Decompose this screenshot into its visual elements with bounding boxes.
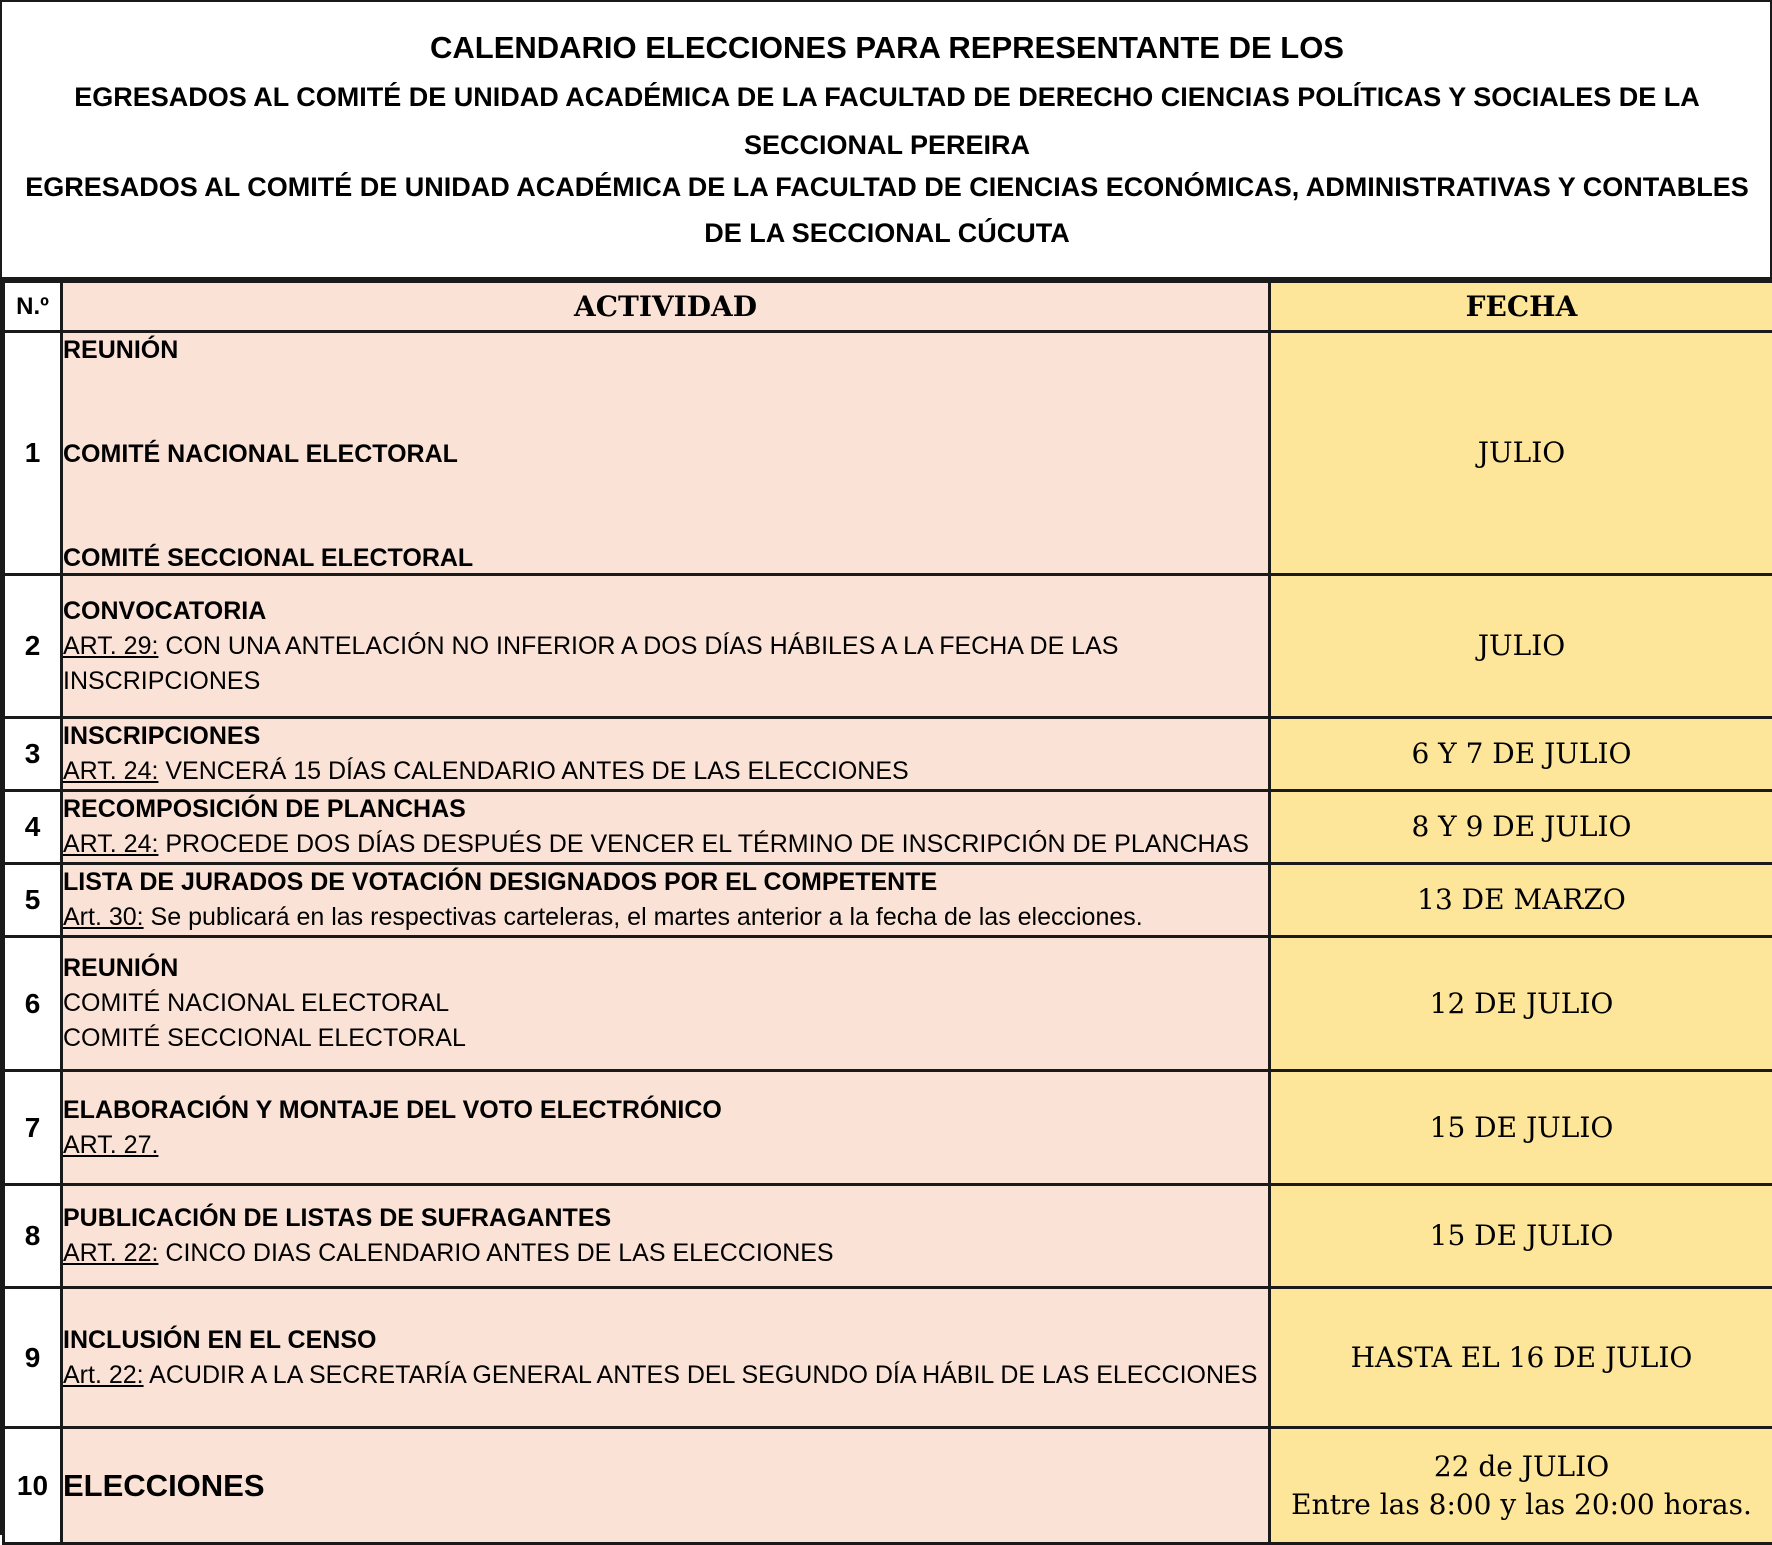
activity-text: Se publicará en las respectivas carteleras, el martes anterior a la fecha de las elecciones. <box>144 903 1143 931</box>
date-cell: JULIO <box>1270 575 1772 718</box>
date-cell <box>1270 1428 1772 1544</box>
activity-title: CONVOCATORIA <box>63 594 1268 629</box>
article-reference: ART. 27. <box>63 1131 158 1159</box>
activity-title: ELECCIONES <box>63 1468 1268 1503</box>
activity-text: PROCEDE DOS DÍAS DESPUÉS DE VENCER EL TÉRMINO DE INSCRIPCIÓN DE PLANCHAS <box>158 830 1249 858</box>
activity-description <box>63 900 1268 935</box>
row-number: 10 <box>4 1428 62 1544</box>
activity-title: ELABORACIÓN Y MONTAJE DEL VOTO ELECTRÓNICO <box>63 1093 1268 1128</box>
table-row <box>4 718 1772 791</box>
subtitle-line: EGRESADOS AL COMITÉ DE UNIDAD ACADÉMICA DE LA FACULTAD DE DERECHO CIENCIAS POLÍTICAS Y SOCIALES DE LA <box>2 82 1772 113</box>
subtitle-line: EGRESADOS AL COMITÉ DE UNIDAD ACADÉMICA DE LA FACULTAD DE CIENCIAS ECONÓMICAS, ADMINISTRATIVAS Y CONTABLES <box>2 172 1772 203</box>
activity-description <box>63 1128 1268 1163</box>
activity-line: COMITÉ SECCIONAL ELECTORAL <box>63 541 473 576</box>
document-title: CALENDARIO ELECCIONES PARA REPRESENTANTE DE LOS <box>2 30 1772 66</box>
column-header-number: N.º <box>4 282 62 332</box>
date-cell: 15 DE JULIO <box>1270 1185 1772 1288</box>
date-cell: 12 DE JULIO <box>1270 937 1772 1071</box>
article-reference: ART. 24: <box>63 757 158 785</box>
table-row <box>4 864 1772 937</box>
table-row <box>4 1288 1772 1428</box>
row-number: 8 <box>4 1185 62 1288</box>
table-row <box>4 1185 1772 1288</box>
subtitle-line: SECCIONAL PEREIRA <box>2 130 1772 161</box>
activity-line: COMITÉ NACIONAL ELECTORAL <box>63 437 458 472</box>
activity-cell <box>62 332 1270 575</box>
document-header <box>2 2 1772 280</box>
row-number: 7 <box>4 1071 62 1185</box>
table-row <box>4 791 1772 864</box>
date-cell: HASTA EL 16 DE JULIO <box>1270 1288 1772 1428</box>
activity-cell <box>62 864 1270 937</box>
activity-cell <box>62 1071 1270 1185</box>
activity-text: CON UNA ANTELACIÓN NO INFERIOR A DOS DÍAS HÁBILES A LA FECHA DE LAS <box>158 632 1118 660</box>
activity-description <box>63 827 1268 862</box>
row-number: 6 <box>4 937 62 1071</box>
article-reference: Art. 30: <box>63 903 144 931</box>
activity-title: REUNIÓN <box>63 951 1268 986</box>
table-row <box>4 332 1772 575</box>
activity-title: INSCRIPCIONES <box>63 719 1268 754</box>
date-cell: 6 Y 7 DE JULIO <box>1270 718 1772 791</box>
row-number: 1 <box>4 332 62 575</box>
column-header-activity: ACTIVIDAD <box>62 282 1270 332</box>
date-cell: 15 DE JULIO <box>1270 1071 1772 1185</box>
activity-title: LISTA DE JURADOS DE VOTACIÓN DESIGNADOS POR EL COMPETENTE <box>63 865 1268 900</box>
activity-title: REUNIÓN <box>63 333 178 368</box>
row-number: 4 <box>4 791 62 864</box>
table-row <box>4 1071 1772 1185</box>
article-reference: Art. 22: <box>63 1361 144 1389</box>
activity-text: ACUDIR A LA SECRETARÍA GENERAL ANTES DEL SEGUNDO DÍA HÁBIL DE LAS ELECCIONES <box>144 1361 1258 1389</box>
table-header-row <box>4 282 1772 332</box>
activity-cell <box>62 1288 1270 1428</box>
row-number: 5 <box>4 864 62 937</box>
activity-cell <box>62 718 1270 791</box>
table-row <box>4 1428 1772 1544</box>
article-reference: ART. 24: <box>63 830 158 858</box>
activity-cell <box>62 937 1270 1071</box>
activity-description <box>63 754 1268 789</box>
activity-title: INCLUSIÓN EN EL CENSO <box>63 1323 1268 1358</box>
date-cell: JULIO <box>1270 332 1772 575</box>
date-text: 22 de JULIO <box>1271 1448 1772 1486</box>
row-number: 3 <box>4 718 62 791</box>
activity-description <box>63 1358 1268 1393</box>
activity-description <box>63 629 1268 664</box>
activity-line: COMITÉ SECCIONAL ELECTORAL <box>63 1021 1268 1056</box>
date-cell: 8 Y 9 DE JULIO <box>1270 791 1772 864</box>
activity-text: VENCERÁ 15 DÍAS CALENDARIO ANTES DE LAS ELECCIONES <box>158 757 908 785</box>
activity-text: INSCRIPCIONES <box>63 664 1268 699</box>
table-row <box>4 575 1772 718</box>
activity-text: CINCO DIAS CALENDARIO ANTES DE LAS ELECCIONES <box>158 1239 833 1267</box>
row-number: 9 <box>4 1288 62 1428</box>
activity-title: RECOMPOSICIÓN DE PLANCHAS <box>63 792 1268 827</box>
activity-cell <box>62 1185 1270 1288</box>
time-range-text: Entre las 8:00 y las 20:00 horas. <box>1271 1486 1772 1524</box>
activity-cell <box>62 791 1270 864</box>
activity-cell <box>62 575 1270 718</box>
row-number: 2 <box>4 575 62 718</box>
column-header-date: FECHA <box>1270 282 1772 332</box>
schedule-table <box>2 280 1772 1545</box>
activity-description <box>63 1236 1268 1271</box>
article-reference: ART. 22: <box>63 1239 158 1267</box>
activity-title: PUBLICACIÓN DE LISTAS DE SUFRAGANTES <box>63 1201 1268 1236</box>
activity-line: COMITÉ NACIONAL ELECTORAL <box>63 986 1268 1021</box>
article-reference: ART. 29: <box>63 632 158 660</box>
date-cell: 13 DE MARZO <box>1270 864 1772 937</box>
table-row <box>4 937 1772 1071</box>
subtitle-line: DE LA SECCIONAL CÚCUTA <box>2 218 1772 249</box>
activity-cell <box>62 1428 1270 1544</box>
